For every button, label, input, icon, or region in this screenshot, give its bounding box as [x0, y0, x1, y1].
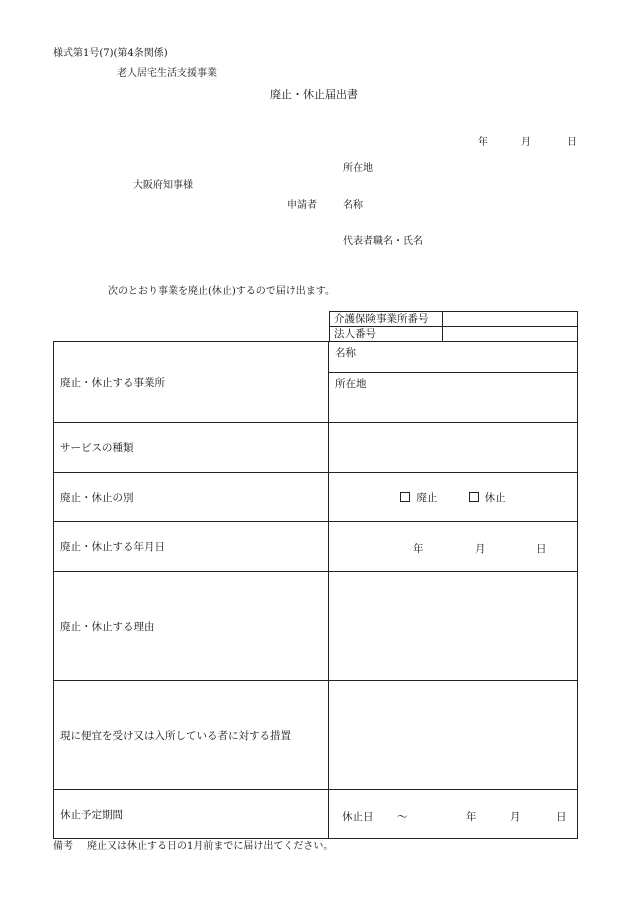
abolish-label: 廃止 — [416, 491, 438, 504]
reason-input[interactable] — [329, 572, 578, 681]
care-office-number-input[interactable] — [443, 312, 578, 327]
suspend-checkbox[interactable] — [469, 492, 479, 502]
abolish-option[interactable] — [400, 490, 437, 505]
applicant-name-label: 名称 — [343, 200, 363, 211]
intro-text: 次のとおり事業を廃止(休止)するので届け出ます。 — [108, 286, 336, 297]
office-cell — [329, 342, 578, 423]
remarks-text: 廃止又は休止する日の1月前までに届け出てください。 — [87, 841, 334, 852]
suspend-label: 休止 — [484, 491, 506, 504]
date-year: 年 — [413, 543, 424, 555]
applicant-representative-label: 代表者職名・氏名 — [343, 236, 423, 247]
suspension-day: 日 — [556, 811, 567, 823]
measures-input[interactable] — [329, 681, 578, 790]
remarks — [53, 842, 333, 852]
header-date-year: 年 — [478, 137, 488, 148]
header-date-day: 日 — [567, 137, 577, 148]
date-day: 日 — [536, 543, 547, 555]
applicant-location-label: 所在地 — [343, 163, 373, 174]
distinction-label: 廃止・休止の別 — [54, 473, 329, 522]
suspend-option[interactable] — [469, 490, 506, 505]
corporate-number-label: 法人番号 — [330, 327, 443, 342]
date-label: 廃止・休止する年月日 — [54, 522, 329, 572]
suspension-start-label: 休止日 — [342, 811, 374, 823]
office-number-table — [329, 311, 578, 342]
remarks-label: 備考 — [53, 841, 73, 852]
reason-label: 廃止・休止する理由 — [54, 572, 329, 681]
service-type-label: サービスの種類 — [54, 423, 329, 473]
header-date-month: 月 — [521, 137, 531, 148]
measures-label: 現に便宜を受け又は入所している者に対する措置 — [54, 681, 329, 790]
office-location-label: 所在地 — [335, 378, 367, 390]
date-month: 月 — [475, 543, 486, 555]
suspension-tilde: ～ — [397, 811, 408, 823]
office-name-label: 名称 — [335, 347, 356, 359]
corporate-number-input[interactable] — [443, 327, 578, 342]
business-type: 老人居宅生活支援事業 — [117, 68, 217, 79]
addressee: 大阪府知事様 — [133, 180, 193, 191]
distinction-options — [329, 473, 578, 522]
care-office-number-label: 介護保険事業所番号 — [330, 312, 443, 327]
date-input[interactable] — [329, 522, 578, 572]
office-divider — [329, 372, 577, 373]
main-form-table — [53, 341, 578, 839]
abolish-checkbox[interactable] — [400, 492, 410, 502]
suspension-year: 年 — [466, 811, 477, 823]
office-label: 廃止・休止する事業所 — [54, 342, 329, 423]
suspension-period-input[interactable] — [329, 790, 578, 839]
form-number: 様式第1号(7)(第4条関係) — [53, 48, 168, 59]
suspension-month: 月 — [510, 811, 521, 823]
suspension-period-label: 休止予定期間 — [54, 790, 329, 839]
applicant-label: 申請者 — [287, 200, 317, 211]
service-type-input[interactable] — [329, 423, 578, 473]
document-title: 廃止・休止届出書 — [270, 88, 358, 101]
